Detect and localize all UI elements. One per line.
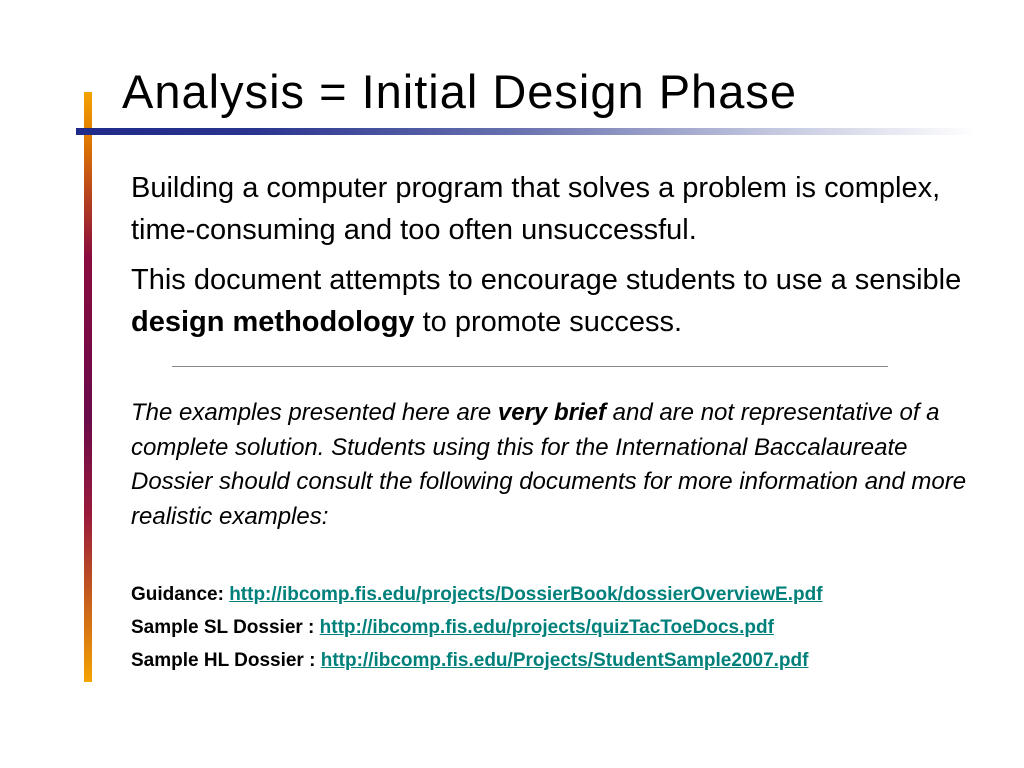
divider-line	[172, 366, 888, 367]
sample-sl-dossier-link[interactable]: http://ibcomp.fis.edu/projects/quizTacToeDocs.pdf	[319, 617, 774, 638]
methodology-paragraph	[131, 259, 1011, 343]
link-label: Sample HL Dossier :	[131, 650, 321, 671]
note-text-post: and are not representative of a complete solution. Students using this for the International Baccalaureate Dossier should consult the following documents for more information and more realistic examples:	[131, 399, 967, 530]
link-row-guidance	[131, 578, 1011, 611]
sample-hl-dossier-link[interactable]: http://ibcomp.fis.edu/Projects/StudentSample2007.pdf	[320, 650, 809, 671]
link-label: Sample SL Dossier :	[131, 617, 320, 638]
methodology-text-post: to promote success.	[414, 306, 683, 338]
methodology-emphasis: design methodology	[131, 306, 415, 338]
link-row-sample-hl	[131, 644, 1011, 677]
guidance-link[interactable]: http://ibcomp.fis.edu/projects/DossierBook/dossierOverviewE.pdf	[229, 584, 823, 605]
vertical-accent-bar	[84, 92, 92, 682]
link-row-sample-sl	[131, 611, 1011, 644]
note-paragraph	[131, 396, 981, 534]
reference-links	[131, 578, 1011, 677]
note-emphasis: very brief	[497, 399, 606, 426]
title-underline-bar	[76, 128, 976, 135]
note-text-pre: The examples presented here are	[131, 399, 498, 426]
link-label: Guidance:	[131, 584, 230, 605]
intro-paragraph: Building a computer program that solves a problem is complex, time-consuming and too often unsuccessful.	[131, 172, 941, 246]
methodology-text-pre: This document attempts to encourage students to use a sensible	[131, 264, 962, 296]
slide-title: Analysis = Initial Design Phase	[122, 65, 797, 118]
